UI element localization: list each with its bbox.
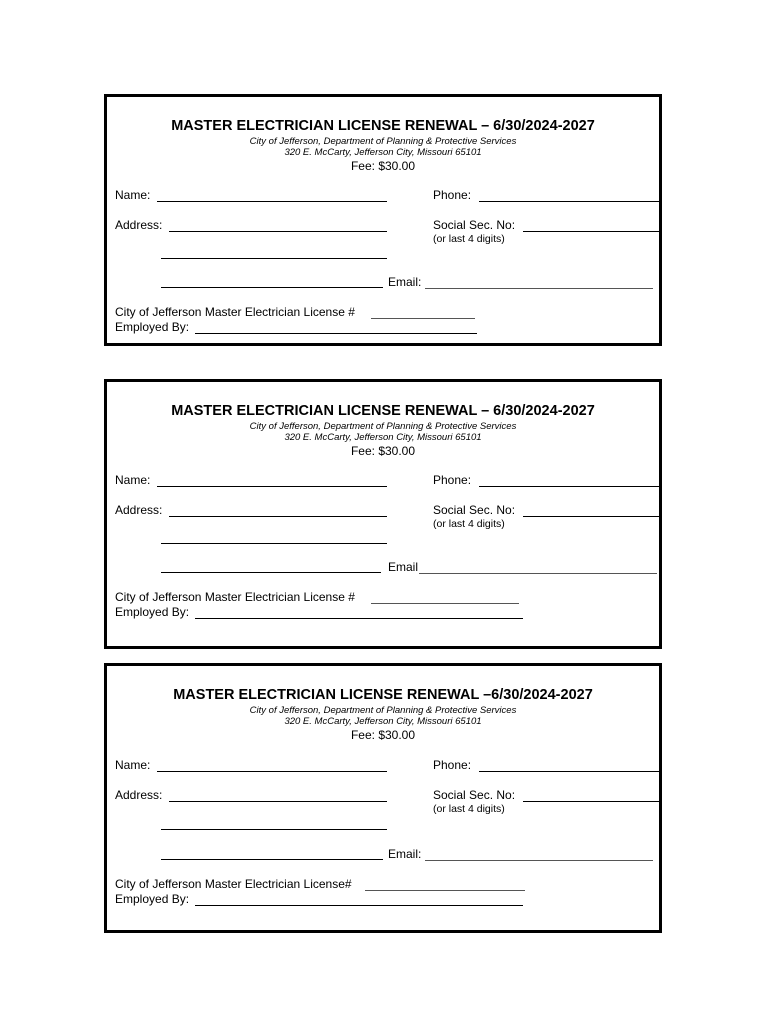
address-label: Address: (115, 788, 163, 802)
ssn-field[interactable] (523, 231, 659, 232)
fee-line: Fee: $30.00 (350, 728, 416, 742)
form-title: MASTER ELECTRICIAN LICENSE RENEWAL –6/30/2024-2027 (173, 687, 593, 703)
form-title: MASTER ELECTRICIAN LICENSE RENEWAL – 6/30/2024-2027 (171, 403, 595, 419)
employed-field[interactable] (195, 618, 523, 619)
license-label: City of Jefferson Master Electrician License# (115, 877, 352, 891)
ssn-note: (or last 4 digits) (433, 518, 505, 530)
ssn-note: (or last 4 digits) (433, 803, 505, 815)
name-label: Name: (115, 188, 151, 202)
department-line: City of Jefferson, Department of Planning & Protective Services (249, 136, 517, 147)
ssn-field[interactable] (523, 516, 659, 517)
ssn-label: Social Sec. No: (433, 218, 516, 232)
address-field-2[interactable] (161, 543, 387, 544)
license-number-field[interactable] (365, 890, 525, 891)
phone-field[interactable] (479, 201, 659, 202)
address-line: 320 E. McCarty, Jefferson City, Missouri 65101 (284, 147, 482, 158)
employed-label: Employed By: (115, 605, 190, 619)
email-field[interactable] (425, 288, 653, 289)
employed-label: Employed By: (115, 320, 190, 334)
renewal-form-2 (104, 379, 662, 649)
renewal-form-1 (104, 94, 662, 346)
license-number-field[interactable] (371, 318, 475, 319)
address-field-2[interactable] (161, 258, 387, 259)
department-line: City of Jefferson, Department of Planning & Protective Services (249, 705, 517, 716)
ssn-label: Social Sec. No: (433, 788, 516, 802)
fee-line: Fee: $30.00 (350, 159, 416, 173)
address-field-3[interactable] (161, 287, 383, 288)
ssn-note: (or last 4 digits) (433, 233, 505, 245)
phone-label: Phone: (433, 758, 472, 772)
ssn-label: Social Sec. No: (433, 503, 516, 517)
phone-field[interactable] (479, 486, 659, 487)
name-field[interactable] (157, 771, 387, 772)
email-label: Email: (388, 275, 422, 289)
form-title: MASTER ELECTRICIAN LICENSE RENEWAL – 6/30/2024-2027 (171, 118, 595, 134)
name-field[interactable] (157, 201, 387, 202)
department-line: City of Jefferson, Department of Planning & Protective Services (249, 421, 517, 432)
phone-label: Phone: (433, 473, 472, 487)
address-field-3[interactable] (161, 572, 381, 573)
address-line: 320 E. McCarty, Jefferson City, Missouri 65101 (284, 716, 482, 727)
address-line: 320 E. McCarty, Jefferson City, Missouri 65101 (284, 432, 482, 443)
address-field-3[interactable] (161, 859, 383, 860)
name-label: Name: (115, 758, 151, 772)
license-number-field[interactable] (371, 603, 519, 604)
address-field-1[interactable] (169, 801, 387, 802)
employed-field[interactable] (195, 333, 477, 334)
address-field-1[interactable] (169, 516, 387, 517)
license-label: City of Jefferson Master Electrician License # (115, 305, 355, 319)
address-label: Address: (115, 218, 163, 232)
ssn-field[interactable] (523, 801, 659, 802)
email-label: Email: (388, 847, 422, 861)
phone-field[interactable] (479, 771, 659, 772)
renewal-form-3 (104, 663, 662, 933)
phone-label: Phone: (433, 188, 472, 202)
license-label: City of Jefferson Master Electrician License # (115, 590, 355, 604)
fee-line: Fee: $30.00 (350, 444, 416, 458)
email-field[interactable] (419, 573, 657, 574)
email-label: Email (388, 560, 419, 574)
employed-label: Employed By: (115, 892, 190, 906)
name-label: Name: (115, 473, 151, 487)
address-label: Address: (115, 503, 163, 517)
address-field-1[interactable] (169, 231, 387, 232)
email-field[interactable] (425, 860, 653, 861)
name-field[interactable] (157, 486, 387, 487)
address-field-2[interactable] (161, 829, 387, 830)
employed-field[interactable] (195, 905, 523, 906)
